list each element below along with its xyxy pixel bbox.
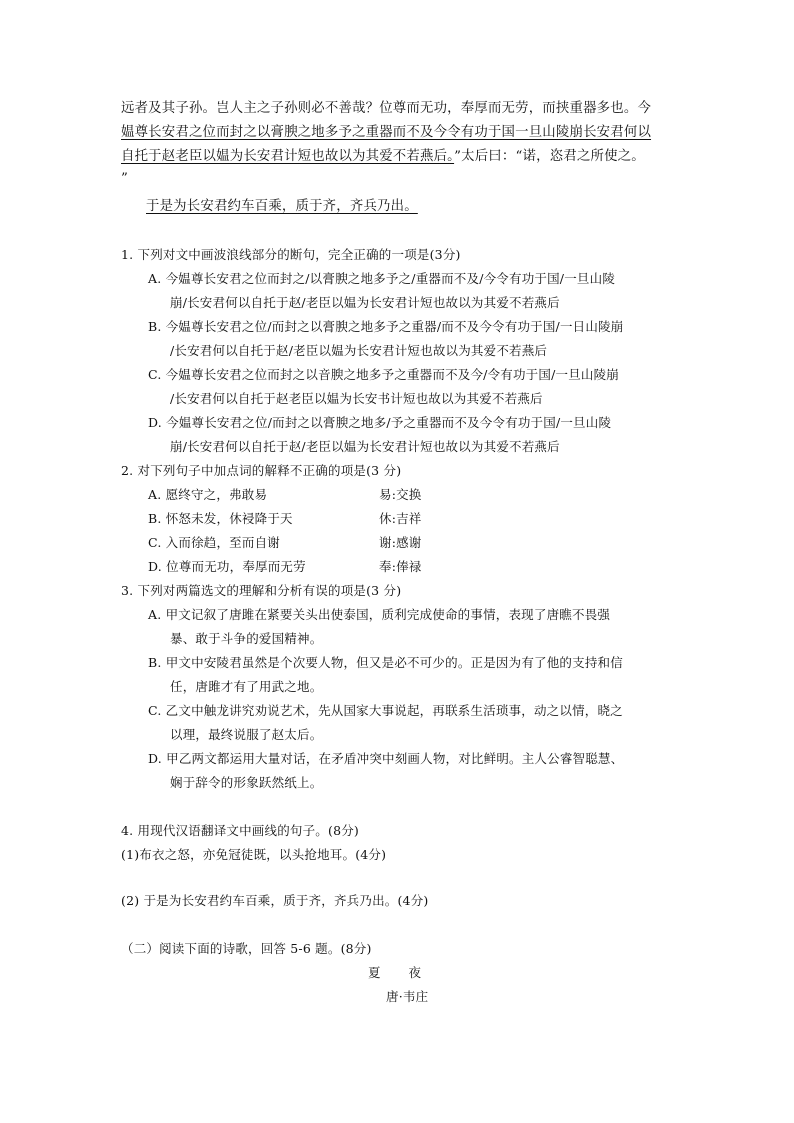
q2-option-b-gloss: 休:吉祥 xyxy=(379,511,422,526)
passage-line-2-underlined: 媪尊长安君之位而封之以膏腴之地多予之重器而不及今令有功于国一旦山陵崩长安君何以 xyxy=(121,125,652,140)
passage-line-3-underlined: 自托于赵老臣以媪为长安君计短也故以为其爱不若燕后。 xyxy=(121,149,455,164)
poem-author: 唐·韦庄 xyxy=(386,989,429,1004)
q3-option-b-line1: B. 甲文中安陵君虽然是个次要人物，但又是必不可少的。正是因为有了他的支持和信 xyxy=(148,655,623,670)
q3-option-d-line1: D. 甲乙两文都运用大量对话，在矛盾冲突中刻画人物，对比鲜明。主人公睿智聪慧、 xyxy=(148,751,624,766)
q1-option-d-line1: D. 今媪尊长安君之位/而封之以膏腴之地多/予之重器而不及今令有功于国/一旦山陵 xyxy=(148,415,612,430)
passage-line-1: 远者及其子孙。岂人主之子孙则必不善哉？位尊而无功，奉厚而无劳，而挟重器多也。今 xyxy=(121,101,652,116)
passage-line-4: ” xyxy=(121,171,129,186)
q3-option-a-line2: 暴、敢于斗争的爱国精神。 xyxy=(170,631,323,646)
q3-option-c-line1: C. 乙文中触龙讲究劝说艺术，先从国家大事说起，再联系生活琐事，动之以情，晓之 xyxy=(148,703,623,718)
passage-line-5-underlined: 于是为长安君约车百乘，质于齐，齐兵乃出。 xyxy=(146,199,418,214)
q1-option-d-line2: 崩/长安君何以自托于赵/老臣以媪为长安君计短也故以为其爱不若燕后 xyxy=(170,439,560,454)
q2-option-a: A. 愿终守之，弗敢易 xyxy=(148,487,268,502)
question-2-stem: 2. 对下列句子中加点词的解释不正确的项是(3 分) xyxy=(121,463,402,478)
poem-title: 夏 夜 xyxy=(368,965,433,980)
q1-option-c-line2: /长安君何以自托于赵老臣以媪为长安书计短也故以为其爱不若燕后 xyxy=(170,391,543,406)
q2-option-d: D. 位尊而无功，奉厚而无劳 xyxy=(148,559,306,574)
q2-option-b: B. 怀怒未发，休祲降于天 xyxy=(148,511,293,526)
q2-option-a-gloss: 易:交换 xyxy=(379,487,422,502)
question-3-stem: 3. 下列对两篇选文的理解和分析有误的项是(3 分) xyxy=(121,583,402,598)
passage-line-3-rest: ”太后曰：“诺，恣君之所使之。 xyxy=(454,149,645,164)
q3-option-d-line2: 娴于辞令的形象跃然纸上。 xyxy=(170,775,323,790)
passage-line-3 xyxy=(121,146,645,168)
question-4-stem: 4. 用现代汉语翻译文中画线的句子。(8分) xyxy=(121,823,360,838)
q3-option-b-line2: 任，唐雎才有了用武之地。 xyxy=(170,679,323,694)
section-2-heading: （二）阅读下面的诗歌，回答 5-6 题。(8分) xyxy=(121,941,372,956)
q2-option-c: C. 入而徐趋，至而自谢 xyxy=(148,535,280,550)
q3-option-c-line2: 以理，最终说服了赵太后。 xyxy=(170,727,323,742)
q1-option-a-line1: A. 今媪尊长安君之位而封之/以膏腴之地多予之/重器而不及/今令有功于国/一旦山陵 xyxy=(148,271,616,286)
q1-option-a-line2: 崩/长安君何以自托于赵/老臣以媪为长安君计短也故以为其爱不若燕后 xyxy=(170,295,560,310)
q1-option-b-line2: /长安君何以自托于赵/老臣以媪为长安君计短也故以为其爱不若燕后 xyxy=(170,343,548,358)
q4-sentence-2: (2) 于是为长安君约车百乘，质于齐，齐兵乃出。(4分) xyxy=(121,893,429,908)
q4-sentence-1: (1)布衣之怒，亦免冠徒既，以头抢地耳。(4分) xyxy=(121,847,387,862)
q2-option-d-gloss: 奉:俸禄 xyxy=(379,559,422,574)
q1-option-c-line1: C. 今媪尊长安君之位而封之以音腴之地多予之重器而不及今/令有功于国/一旦山陵崩 xyxy=(148,367,619,382)
q2-option-c-gloss: 谢:感谢 xyxy=(379,535,422,550)
question-1-stem: 1. 下列对文中画波浪线部分的断句，完全正确的一项是(3分) xyxy=(121,247,461,262)
q1-option-b-line1: B. 今媪尊长安君之位/而封之以膏腴之地多予之重器/而不及今令有功于国/一日山陵崩 xyxy=(148,319,624,334)
q3-option-a-line1: A. 甲文记叙了唐雎在紧要关头出使泰国，质利完成使命的事情，表现了唐瞧不畏强 xyxy=(148,607,611,622)
